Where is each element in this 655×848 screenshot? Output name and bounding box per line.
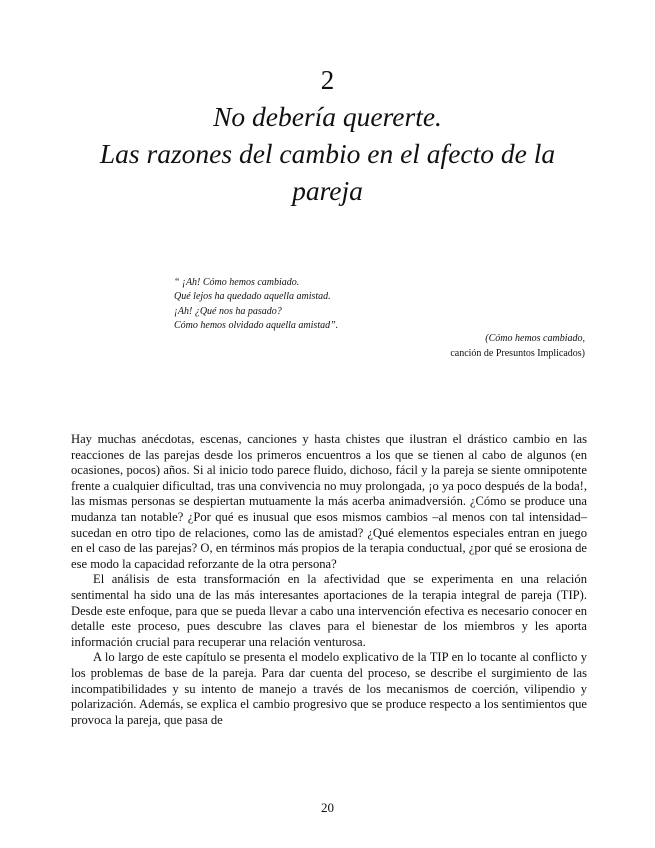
- chapter-title-line-2: Las razones del cambio en el afecto de la: [99, 138, 556, 169]
- epigraph-line-1: “ ¡Ah! Cómo hemos cambiado.: [174, 277, 300, 288]
- chapter-number: 2: [320, 65, 335, 95]
- body-text: [71, 432, 587, 728]
- epigraph-line-3: ¡Ah! ¿Qué nos ha pasado?: [174, 305, 282, 317]
- chapter-title-line-3: pareja: [292, 175, 363, 206]
- attribution-source: canción de Presuntos Implicados): [450, 347, 585, 359]
- chapter-title: [60, 98, 595, 209]
- attribution-song: (Cómo hemos cambiado,: [485, 333, 585, 344]
- epigraph-line-2: Qué lejos ha quedado aquella amistad.: [174, 291, 331, 303]
- epigraph-line-4: Cómo hemos olvidado aquella amistad”.: [174, 320, 339, 332]
- page-number: 20: [321, 800, 334, 815]
- paragraph-1: Hay muchas anécdotas, escenas, canciones y hasta chistes que ilustran el drástico cambio en las reacciones de las parejas desde los primeros encuentros a los que se tienen al cabo de algunos (en ocasiones, pocos) años. Si al inicio todo parece fluido, dichoso, fácil y la pareja se siente omnipotente frente a cualquier dificultad, tras una convivencia no muy prolongada, ¡o ya poco después de la boda!, las mismas personas se despiertan mutuamente la más acerba animadversión. ¿Cómo se produce una mudanza tan notable? ¿Por qué es inusual que esos mismos cambios –al menos con tal intensidad– sucedan en otro tipo de relaciones, como las de amistad? ¿Qué elementos especiales entran en juego en el caso de las parejas? O, en términos más propios de la terapia conductual, ¿por qué se erosiona de ese modo la capacidad reforzante de la otra persona?: [71, 432, 587, 571]
- paragraph-2: El análisis de esta transformación en la afectividad que se experimenta en una relación sentimental ha sido una de las más interesantes aportaciones de la terapia integral de pareja (TIP). Desde este enfoque, para que se pueda llevar a cabo una intervención efectiva es necesario conocer en detalle este proceso, pues descubre las claves para el bienestar de los miembros y les aporta información crucial para recuperar una relación venturosa.: [71, 572, 587, 649]
- epigraph: [174, 276, 574, 334]
- epigraph-attribution: [285, 332, 585, 361]
- chapter-title-line-1: No debería quererte.: [213, 101, 442, 132]
- paragraph-3: A lo largo de este capítulo se presenta el modelo explicativo de la TIP en lo tocante al conflicto y los problemas de base de la pareja. Para dar cuenta del proceso, se describe el surgimiento de las incompatibilidades y su intento de manejo a través de los mecanismos de coerción, vilipendio y polarización. Además, se explica el cambio progresivo que se produce respecto a los sentimientos que provoca la pareja, que pasa de: [71, 650, 587, 727]
